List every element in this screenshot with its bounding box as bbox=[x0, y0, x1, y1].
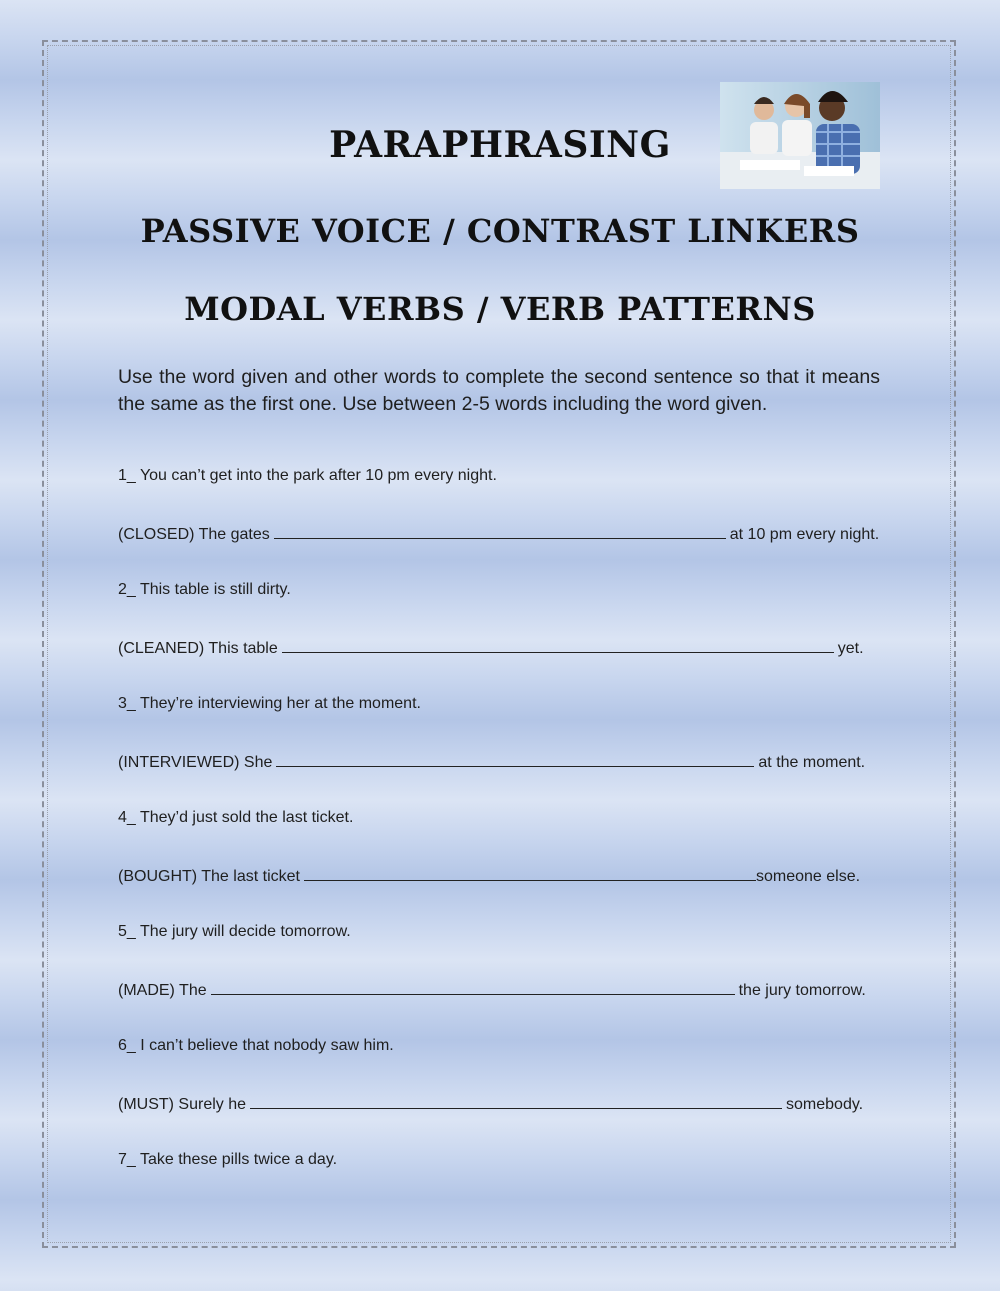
exercise-prompt: 1_ You can’t get into the park after 10 pm every night. bbox=[118, 467, 497, 484]
answer-blank[interactable] bbox=[250, 1094, 782, 1109]
answer-before: (INTERVIEWED) She bbox=[118, 754, 273, 771]
answer-after: somebody. bbox=[786, 1096, 864, 1113]
exercise-prompt: 5_ The jury will decide tomorrow. bbox=[118, 923, 351, 940]
answer-line bbox=[118, 752, 865, 772]
answer-before: (MUST) Surely he bbox=[118, 1096, 247, 1113]
page-title: PARAPHRASING bbox=[329, 124, 671, 166]
answer-line bbox=[118, 980, 866, 1000]
answer-blank[interactable] bbox=[274, 524, 726, 539]
answer-after: yet. bbox=[837, 640, 864, 657]
answer-blank[interactable] bbox=[304, 866, 756, 881]
answer-blank[interactable] bbox=[282, 638, 834, 653]
answer-blank[interactable] bbox=[276, 752, 754, 767]
answer-after: at the moment. bbox=[758, 754, 866, 771]
exercise-prompt: 3_ They’re interviewing her at the moment. bbox=[118, 695, 421, 712]
answer-line bbox=[118, 524, 879, 544]
answer-before: (CLEANED) This table bbox=[118, 640, 278, 657]
exercise-prompt: 6_ I can’t believe that nobody saw him. bbox=[118, 1037, 394, 1054]
exercise-prompt: 7_ Take these pills twice a day. bbox=[118, 1151, 338, 1168]
exercise-prompt: 4_ They’d just sold the last ticket. bbox=[118, 809, 354, 826]
answer-before: (CLOSED) The gates bbox=[118, 526, 270, 543]
answer-line bbox=[118, 1094, 863, 1114]
answer-before: (BOUGHT) The last ticket bbox=[118, 868, 300, 885]
answer-after: at 10 pm every night. bbox=[729, 526, 880, 543]
students-writing-exam-photo bbox=[720, 82, 880, 189]
answer-line bbox=[118, 638, 864, 658]
exercise-prompt: 2_ This table is still dirty. bbox=[118, 581, 291, 598]
instructions: Use the word given and other words to complete the second sentence so that it means the same as the first one. Use between 2-5 words including the word given. bbox=[118, 366, 880, 415]
subtitle-passive-voice: PASSIVE VOICE / CONTRAST LINKERS bbox=[140, 212, 860, 250]
answer-after: the jury tomorrow. bbox=[738, 982, 866, 999]
answer-blank[interactable] bbox=[211, 980, 735, 995]
answer-line bbox=[118, 866, 860, 886]
subtitle-modal-verbs: MODAL VERBS / VERB PATTERNS bbox=[184, 290, 816, 328]
answer-before: (MADE) The bbox=[118, 982, 207, 999]
answer-after: someone else. bbox=[755, 868, 861, 885]
